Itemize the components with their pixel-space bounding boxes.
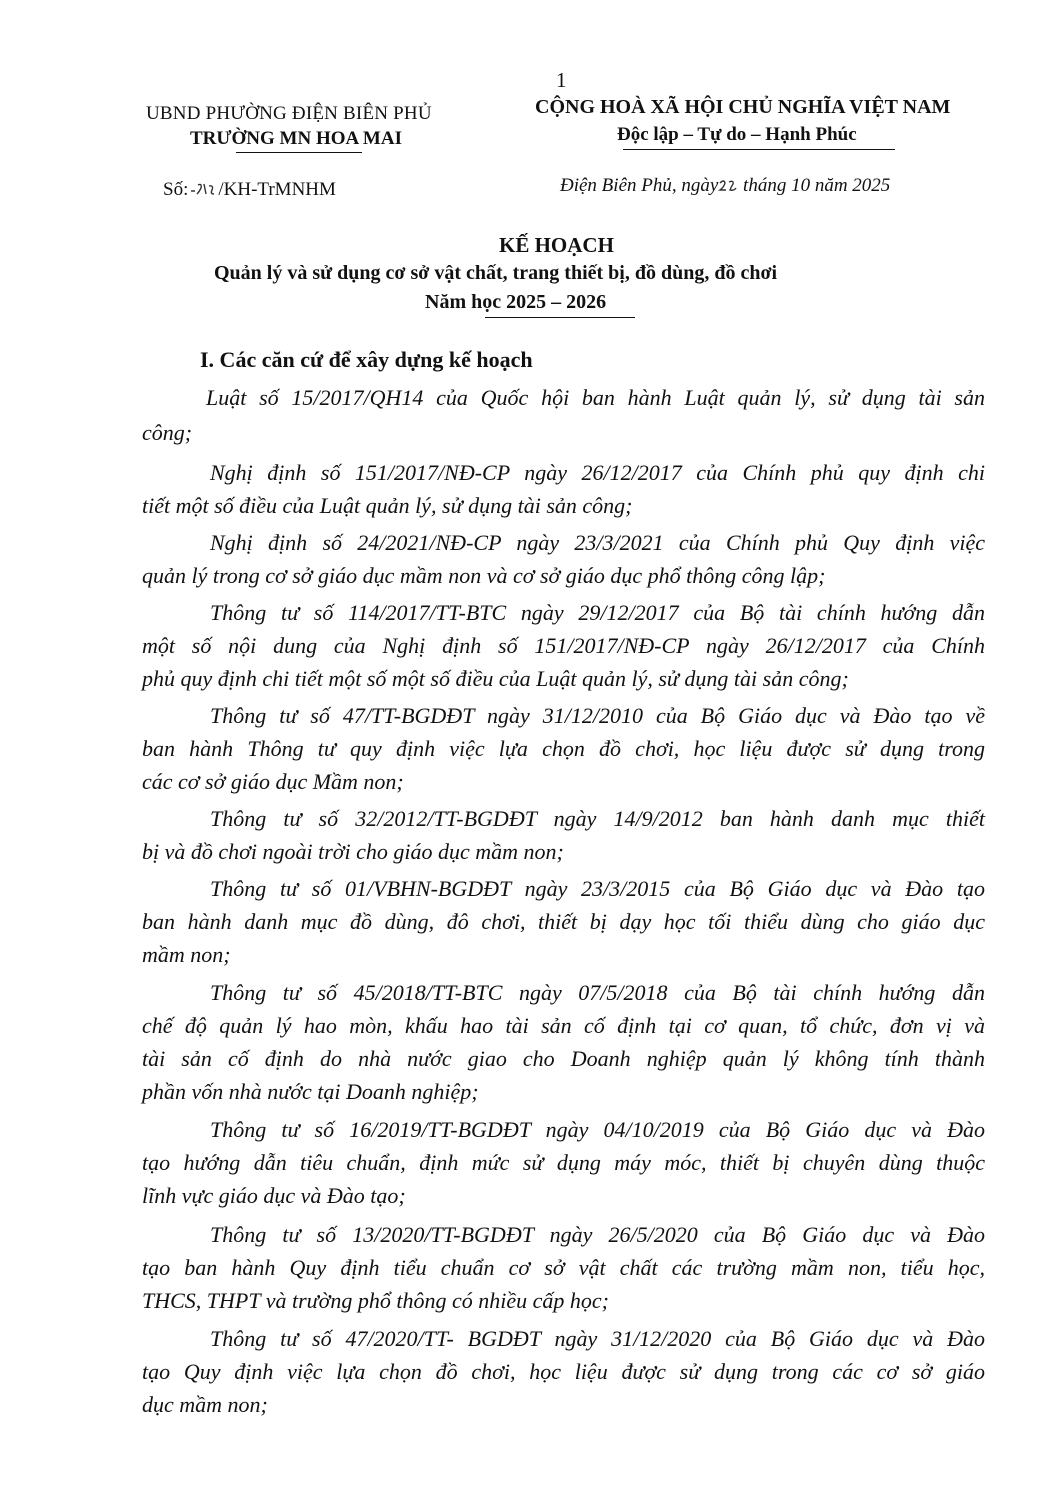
body-line: các cơ sở giáo dục Mầm non;	[142, 769, 404, 794]
body-line: Thông tư số 47/TT-BGDĐT ngày 31/12/2010 của Bộ Giáo dục và Đào tạo về	[210, 703, 985, 728]
page-number: 1	[556, 68, 567, 92]
body-line: Thông tư số 47/2020/TT- BGDĐT ngày 31/12/2020 của Bộ Giáo dục và Đào	[210, 1326, 985, 1351]
body-line: THCS, THPT và trường phổ thông có nhiều cấp học;	[142, 1288, 609, 1313]
body-line: công;	[142, 420, 193, 445]
body-line: tạo ban hành Quy định tiểu chuẩn cơ sở vật chất các trường mầm non, tiểu học,	[142, 1255, 985, 1280]
document-subtitle: Quản lý và sử dụng cơ sở vật chất, trang thiết bị, đồ dùng, đồ chơi	[214, 262, 778, 284]
body-line: tạo hướng dẫn tiêu chuẩn, định mức sử dụng máy móc, thiết bị chuyên dùng thuộc	[142, 1150, 985, 1175]
body-line: quản lý trong cơ sở giáo dục mầm non và cơ sở giáo dục phổ thông công lập;	[142, 563, 826, 588]
body-line: chế độ quản lý hao mòn, khấu hao tài sản cố định tại cơ quan, tổ chức, đơn vị và	[142, 1013, 985, 1038]
school-name-text: TRƯỜNG MN HOA MAI	[190, 128, 402, 149]
national-title: CỘNG HOÀ XÃ HỘI CHỦ NGHĨA VIỆT NAM	[535, 96, 951, 118]
school-year-text: Năm học 2025 – 2026	[425, 291, 607, 313]
body-line: Thông tư số 01/VBHN-BGDĐT ngày 23/3/2015 của Bộ Giáo dục và Đào tạo	[210, 876, 985, 901]
body-line: một số nội dung của Nghị định số 151/2017/NĐ-CP ngày 26/12/2017 của Chính	[142, 633, 985, 658]
date-suffix: tháng 10 năm 2025	[743, 175, 891, 196]
date-prefix: Điện Biên Phủ, ngày	[560, 175, 719, 196]
document-title: KẾ HOẠCH	[499, 233, 614, 257]
body-line: tạo Quy định việc lựa chọn đồ chơi, học liệu được sử dụng trong các cơ sở giáo	[142, 1359, 985, 1384]
body-line: dục mầm non;	[142, 1392, 268, 1417]
body-line: ban hành danh mục đồ dùng, đô chơi, thiết bị dạy học tối thiểu dùng cho giáo dục	[142, 909, 985, 934]
body-line: tài sản cố định do nhà nước giao cho Doanh nghiệp quản lý không tính thành	[142, 1046, 985, 1071]
date-line	[560, 175, 890, 197]
body-line: Thông tư số 45/2018/TT-BTC ngày 07/5/2018 của Bộ tài chính hướng dẫn	[210, 980, 985, 1005]
body-line: Thông tư số 13/2020/TT-BGDĐT ngày 26/5/2020 của Bộ Giáo dục và Đào	[210, 1222, 985, 1247]
body-line: Nghị định số 24/2021/NĐ-CP ngày 23/3/2021 của Chính phủ Quy định việc	[210, 530, 985, 555]
doc-number-suffix: /KH-TrMNHM	[218, 179, 336, 200]
school-underline	[236, 152, 362, 153]
body-line: Thông tư số 114/2017/TT-BTC ngày 29/12/2017 của Bộ tài chính hướng dẫn	[210, 600, 985, 625]
national-motto	[617, 124, 857, 146]
motto-text: Độc lập – Tự do – Hạnh Phúc	[617, 124, 857, 145]
body-line: Thông tư số 32/2012/TT-BGDĐT ngày 14/9/2012 ban hành danh mục thiết	[210, 806, 985, 831]
body-line: ban hành Thông tư quy định việc lựa chọn đồ chơi, học liệu được sử dụng trong	[142, 736, 985, 761]
motto-underline	[623, 149, 895, 150]
school-name	[190, 128, 402, 150]
body-line: mầm non;	[142, 942, 231, 967]
body-line: Thông tư số 16/2019/TT-BGDĐT ngày 04/10/2019 của Bộ Giáo dục và Đào	[210, 1117, 985, 1142]
section-heading: I. Các căn cứ để xây dựng kế hoạch	[200, 347, 533, 372]
body-line: phủ quy định chi tiết một số một số điều của Luật quản lý, sử dụng tài sản công;	[142, 666, 849, 691]
body-line: tiết một số điều của Luật quản lý, sử dụng tài sản công;	[142, 493, 633, 518]
school-year	[425, 291, 606, 314]
issuing-authority: UBND PHƯỜNG ĐIỆN BIÊN PHỦ	[146, 103, 432, 124]
handwritten-day-icon	[718, 178, 738, 192]
body-line: Nghị định số 151/2017/NĐ-CP ngày 26/12/2017 của Chính phủ quy định chi	[210, 460, 985, 485]
document-number	[163, 179, 336, 201]
doc-number-prefix: Số:	[163, 179, 189, 200]
body-line: lĩnh vực giáo dục và Đào tạo;	[142, 1183, 406, 1208]
body-line: Luật số 15/2017/QH14 của Quốc hội ban hành Luật quản lý, sử dụng tài sản	[206, 385, 985, 410]
handwritten-number-icon	[189, 182, 217, 196]
body-line: bị và đồ chơi ngoài trời cho giáo dục mầm non;	[142, 839, 564, 864]
body-line: phần vốn nhà nước tại Doanh nghiệp;	[142, 1079, 479, 1104]
school-year-underline	[485, 317, 635, 318]
